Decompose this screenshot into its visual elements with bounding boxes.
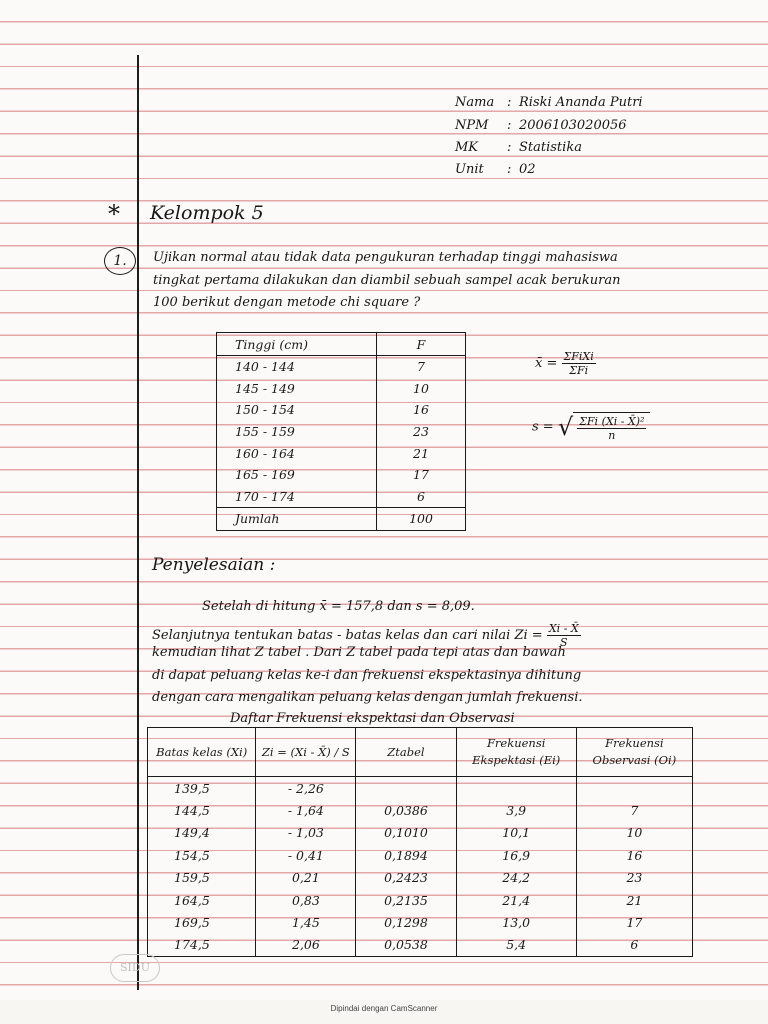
- margin-line: [137, 55, 139, 990]
- height-frequency-table: [216, 332, 466, 531]
- sidu-stamp: SIDU: [110, 954, 160, 982]
- oi-value: 23: [576, 867, 692, 889]
- frequency: 17: [377, 464, 466, 486]
- sqrt-icon: √: [557, 413, 574, 441]
- batas-kelas: 144,5: [148, 799, 256, 821]
- header-value: 02: [519, 162, 536, 177]
- column-header: Batas kelas (Xi): [148, 728, 256, 777]
- column-header: Zi = (Xi - X̄) / S: [256, 728, 356, 777]
- column-header: Frekuensi Ekspektasi (Ei): [456, 728, 576, 777]
- solution-line: kemudian lihat Z tabel . Dari Z tabel pada tepi atas dan bawah: [152, 645, 566, 660]
- question-line: 100 berikut dengan metode chi square ?: [153, 295, 421, 310]
- ztabel-value: 0,2423: [356, 867, 456, 889]
- frequency: 16: [377, 399, 466, 421]
- column-header: Ztabel: [356, 728, 456, 777]
- mean-lhs: x̄ =: [535, 356, 558, 371]
- table-row: [148, 911, 693, 933]
- column-header: Frekuensi Observasi (Oi): [576, 728, 692, 777]
- ztabel-value: 0,0386: [356, 799, 456, 821]
- zi-value: 2,06: [256, 934, 356, 957]
- z-denominator: S: [560, 636, 568, 649]
- question-number: 1.: [104, 247, 136, 275]
- header-unit-row: Unit : 02: [455, 162, 536, 177]
- ztabel-value: 0,2135: [356, 889, 456, 911]
- table-row: [148, 844, 693, 866]
- solution-line: dengan cara mengalikan peluang kelas dengan jumlah frekuensi.: [152, 690, 583, 705]
- sd-formula: [532, 412, 650, 442]
- zi-value: - 2,26: [256, 777, 356, 800]
- oi-value: 17: [576, 911, 692, 933]
- header-label: MK: [455, 140, 479, 155]
- table-row: [148, 889, 693, 911]
- height-range: 160 - 164: [217, 442, 377, 464]
- height-range: 170 - 174: [217, 486, 377, 508]
- header-npm-row: NPM : 2006103020056: [455, 118, 627, 133]
- ei-value: 10,1: [456, 822, 576, 844]
- ei-value: [456, 777, 576, 800]
- header-label: NPM: [455, 118, 489, 133]
- ztabel-value: [356, 777, 456, 800]
- batas-kelas: 139,5: [148, 777, 256, 800]
- total-label: Jumlah: [217, 508, 377, 531]
- ei-value: 24,2: [456, 867, 576, 889]
- table-header-row: [148, 728, 693, 777]
- table-row: [148, 799, 693, 821]
- table-row: [217, 442, 466, 464]
- height-range: 150 - 154: [217, 399, 377, 421]
- frequency: 6: [377, 486, 466, 508]
- frequency: 21: [377, 442, 466, 464]
- solution-text: Selanjutnya tentukan batas - batas kelas dan cari nilai Zi =: [152, 628, 543, 643]
- header-label: Nama: [455, 95, 495, 110]
- total-value: 100: [377, 508, 466, 531]
- oi-value: 6: [576, 934, 692, 957]
- table-row: [217, 486, 466, 508]
- batas-kelas: 149,4: [148, 822, 256, 844]
- zi-value: - 1,03: [256, 822, 356, 844]
- sd-lhs: s =: [532, 419, 554, 435]
- zi-value: 0,21: [256, 867, 356, 889]
- frequency: 23: [377, 421, 466, 443]
- header-label: Unit: [455, 162, 484, 177]
- ei-value: 5,4: [456, 934, 576, 957]
- header-name-row: Nama : Riski Ananda Putri: [455, 95, 643, 110]
- ztabel-value: 0,1298: [356, 911, 456, 933]
- z-numerator: Xi - X̄: [548, 622, 579, 635]
- star-mark: *: [108, 200, 120, 228]
- mean-formula: [535, 350, 596, 377]
- sd-numerator: ΣFi (Xi - X̄)²: [579, 415, 645, 428]
- table-row: [148, 822, 693, 844]
- ztabel-value: 0,1010: [356, 822, 456, 844]
- zi-value: 1,45: [256, 911, 356, 933]
- mean-numerator: ΣFiXi: [563, 350, 594, 363]
- height-range: 140 - 144: [217, 356, 377, 378]
- height-range: 165 - 169: [217, 464, 377, 486]
- solution-line: Setelah di hitung x̄ = 157,8 dan s = 8,09.: [202, 599, 475, 614]
- oi-value: [576, 777, 692, 800]
- batas-kelas: 159,5: [148, 867, 256, 889]
- ei-value: 13,0: [456, 911, 576, 933]
- ei-value: 16,9: [456, 844, 576, 866]
- question-line: Ujikan normal atau tidak data pengukuran terhadap tinggi mahasiswa: [153, 250, 618, 265]
- batas-kelas: 154,5: [148, 844, 256, 866]
- column-header: Tinggi (cm): [217, 333, 377, 356]
- oi-value: 16: [576, 844, 692, 866]
- frequency: 7: [377, 356, 466, 378]
- ztabel-value: 0,1894: [356, 844, 456, 866]
- ei-value: 21,4: [456, 889, 576, 911]
- expected-observed-table: [147, 727, 693, 957]
- height-range: 155 - 159: [217, 421, 377, 443]
- ztabel-value: 0,0538: [356, 934, 456, 957]
- oi-value: 7: [576, 799, 692, 821]
- table-row: [217, 356, 466, 378]
- frequency: 10: [377, 378, 466, 400]
- batas-kelas: 169,5: [148, 911, 256, 933]
- table-total-row: [217, 508, 466, 531]
- header-value: 2006103020056: [519, 118, 627, 133]
- oi-value: 10: [576, 822, 692, 844]
- zi-value: 0,83: [256, 889, 356, 911]
- table-row: [148, 934, 693, 957]
- table-row: [217, 378, 466, 400]
- scanner-footer: Dipindai dengan CamScanner: [330, 1004, 438, 1013]
- table-row: [217, 464, 466, 486]
- table-row: [217, 421, 466, 443]
- group-title: Kelompok 5: [150, 202, 264, 224]
- solution-title: Penyelesaian :: [152, 555, 276, 575]
- ei-value: 3,9: [456, 799, 576, 821]
- table-row: [148, 777, 693, 800]
- table-header-row: [217, 333, 466, 356]
- height-range: 145 - 149: [217, 378, 377, 400]
- batas-kelas: 174,5: [148, 934, 256, 957]
- mean-denominator: ΣFi: [569, 364, 589, 377]
- zi-value: - 0,41: [256, 844, 356, 866]
- oi-value: 21: [576, 889, 692, 911]
- column-header: F: [377, 333, 466, 356]
- header-value: Riski Ananda Putri: [519, 95, 643, 110]
- header-value: Statistika: [519, 140, 582, 155]
- solution-line: di dapat peluang kelas ke-i dan frekuensi ekspektasinya dihitung: [152, 668, 582, 683]
- header-mk-row: MK : Statistika: [455, 140, 582, 155]
- table-row: [148, 867, 693, 889]
- batas-kelas: 164,5: [148, 889, 256, 911]
- table-caption: Daftar Frekuensi ekspektasi dan Observasi: [230, 711, 515, 726]
- sd-denominator: n: [608, 429, 616, 442]
- zi-value: - 1,64: [256, 799, 356, 821]
- question-line: tingkat pertama dilakukan dan diambil sebuah sampel acak berukuran: [153, 273, 621, 288]
- table-row: [217, 399, 466, 421]
